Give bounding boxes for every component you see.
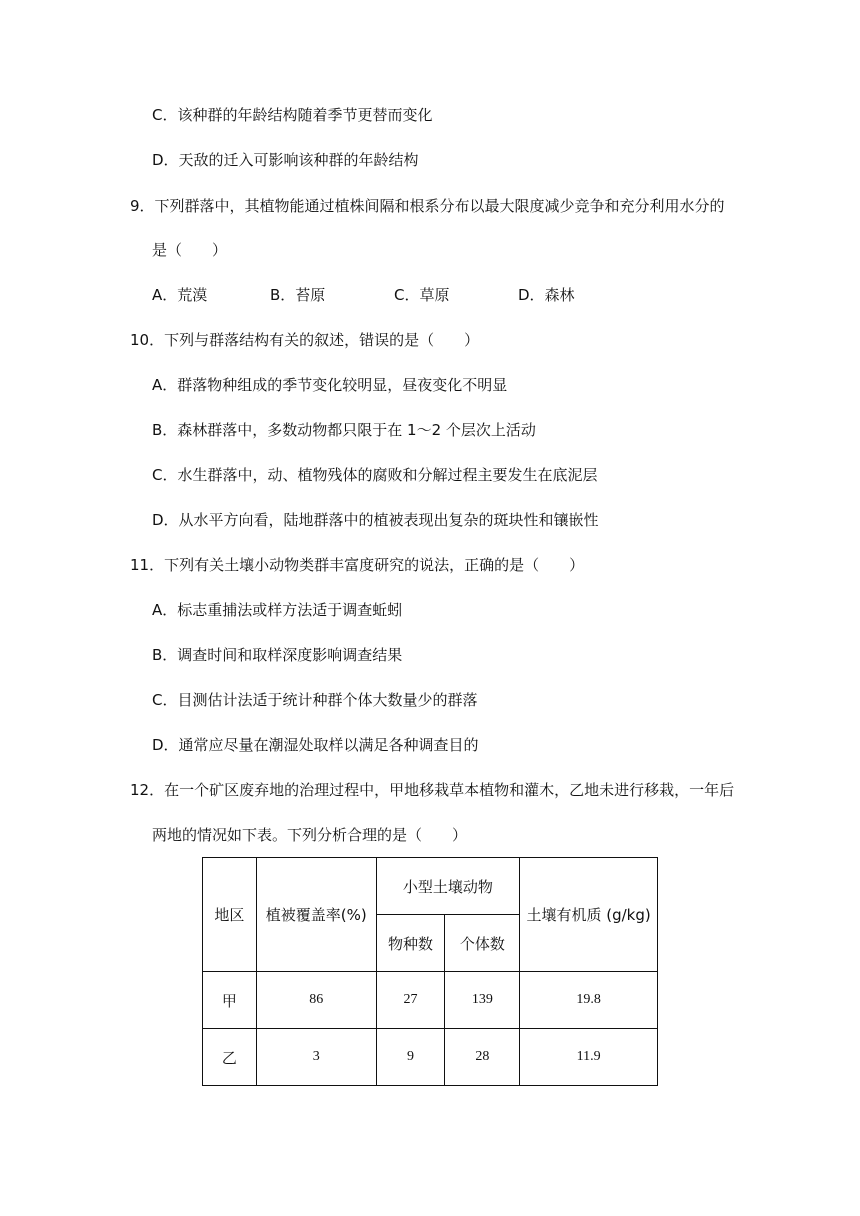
cell-organic: 19.8 <box>520 972 658 1029</box>
q9-option-a: A．荒漠 <box>152 286 208 304</box>
header-soil-animals: 小型土壤动物 <box>376 858 520 915</box>
q9-option-d: D．森林 <box>518 286 575 304</box>
cell-organic: 11.9 <box>520 1029 658 1086</box>
q10-option-c: C．水生群落中，动、植物残体的腐败和分解过程主要发生在底泥层 <box>152 466 598 484</box>
q11-option-d: D．通常应尽量在潮湿处取样以满足各种调查目的 <box>152 736 479 754</box>
cell-individuals: 139 <box>445 972 520 1029</box>
cell-individuals: 28 <box>445 1029 520 1086</box>
table-row <box>203 1029 658 1086</box>
cell-coverage: 86 <box>256 972 376 1029</box>
cell-species: 27 <box>376 972 445 1029</box>
header-coverage: 植被覆盖率(%) <box>256 858 376 972</box>
q11-option-a: A．标志重捕法或样方法适于调查蚯蚓 <box>152 601 403 619</box>
q12-stem-line1: 12．在一个矿区废弃地的治理过程中，甲地移栽草本植物和灌木，乙地未进行移栽，一年后 <box>130 781 735 799</box>
q11-stem: 11．下列有关土壤小动物类群丰富度研究的说法，正确的是（ ） <box>130 556 585 574</box>
q8-option-c: C．该种群的年龄结构随着季节更替而变化 <box>152 106 433 124</box>
q9-option-b: B．苔原 <box>270 286 326 304</box>
header-individual-count: 个体数 <box>445 915 520 972</box>
header-species-count: 物种数 <box>376 915 445 972</box>
q9-stem-line1: 9．下列群落中，其植物能通过植株间隔和根系分布以最大限度减少竞争和充分利用水分的 <box>130 197 725 215</box>
header-organic-matter: 土壤有机质 (g/kg) <box>520 858 658 972</box>
q10-option-b: B．森林群落中，多数动物都只限于在 1～2 个层次上活动 <box>152 421 536 439</box>
cell-region: 甲 <box>203 972 257 1029</box>
q12-data-table <box>202 857 658 1086</box>
cell-region: 乙 <box>203 1029 257 1086</box>
q10-option-a: A．群落物种组成的季节变化较明显，昼夜变化不明显 <box>152 376 508 394</box>
q9-option-c: C．草原 <box>394 286 450 304</box>
header-region: 地区 <box>203 858 257 972</box>
cell-coverage: 3 <box>256 1029 376 1086</box>
q8-option-d: D．天敌的迁入可影响该种群的年龄结构 <box>152 151 419 169</box>
q11-option-c: C．目测估计法适于统计种群个体大数量少的群落 <box>152 691 478 709</box>
cell-species: 9 <box>376 1029 445 1086</box>
table-row <box>203 972 658 1029</box>
q9-stem-line2: 是（ ） <box>152 241 228 259</box>
q10-stem: 10．下列与群落结构有关的叙述，错误的是（ ） <box>130 331 480 349</box>
q12-stem-line2: 两地的情况如下表。下列分析合理的是（ ） <box>152 826 468 844</box>
q11-option-b: B．调查时间和取样深度影响调查结果 <box>152 646 403 664</box>
q10-option-d: D．从水平方向看，陆地群落中的植被表现出复杂的斑块性和镶嵌性 <box>152 511 599 529</box>
